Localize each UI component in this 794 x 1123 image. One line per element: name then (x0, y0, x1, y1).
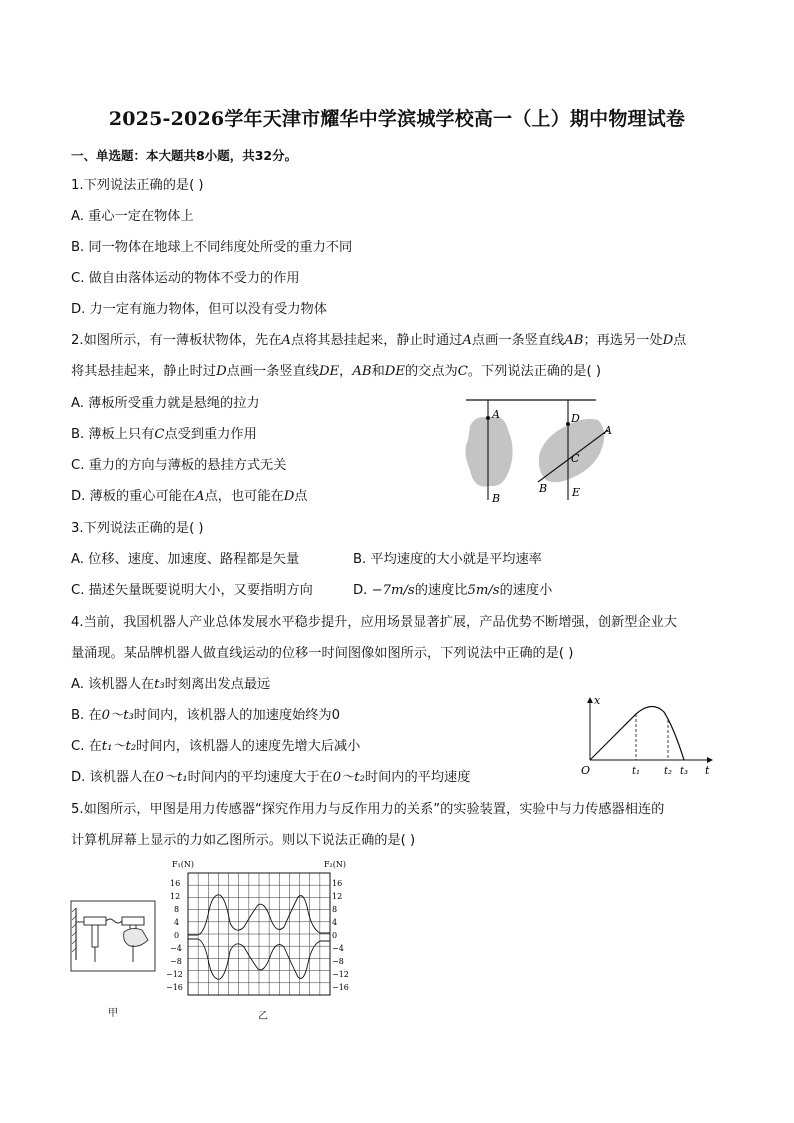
plate-shape-2 (539, 419, 604, 482)
svg-text:16: 16 (332, 879, 343, 888)
q2-option-b: B. 薄板上只有C点受到重力作用 (71, 427, 257, 442)
q4-displacement-time-graph (578, 692, 718, 780)
q2-stem-line1: 2.如图所示，有一薄板状物体，先在A点将其悬挂起来，静止时通过A点画一条竖直线AB；再选另一处D点 (71, 333, 687, 348)
q3-stem: 3.下列说法正确的是( ) (71, 521, 204, 536)
label-origin: O (581, 764, 591, 777)
q2-stem-line2: 将其悬挂起来，静止时过D点画一条竖直线DE，AB和DE的交点为C。下列说法正确的是( ) (71, 364, 601, 379)
q1-option-a: A. 重心一定在物体上 (71, 209, 194, 224)
svg-text:−8: −8 (332, 957, 344, 966)
label-jia: 甲 (108, 1008, 118, 1019)
q3-option-b: B. 平均速度的大小就是平均速率 (353, 552, 542, 567)
q3-option-c: C. 描述矢量既要说明大小，又要指明方向 (71, 583, 313, 598)
section-heading: 一、单选题：本大题共8小题，共32分。 (71, 148, 298, 163)
q1-option-c: C. 做自由落体运动的物体不受力的作用 (71, 271, 300, 286)
q5-stem-line2: 计算机屏幕上显示的力如乙图所示。则以下说法正确的是( ) (71, 833, 416, 848)
label-c: C (571, 452, 580, 465)
q2-option-a: A. 薄板所受重力就是悬绳的拉力 (71, 396, 260, 411)
label-t3: t₃ (680, 766, 689, 777)
q4-stem-line1: 4.当前，我国机器人产业总体发展水平稳步提升，应用场景显著扩展，产品优势不断增强，创新型企业大 (71, 615, 678, 630)
svg-text:−12: −12 (166, 970, 183, 979)
label-t1: t₁ (632, 766, 641, 777)
q2-option-c: C. 重力的方向与薄板的悬挂方式无关 (71, 458, 287, 473)
q4-stem-line2: 量涌现。某品牌机器人做直线运动的位移一时间图像如图所示，下列说法中正确的是( ) (71, 646, 574, 661)
svg-text:0: 0 (174, 931, 180, 940)
q5-force-graph (160, 855, 360, 1003)
q4-option-a: A. 该机器人在t₃时刻离出发点最远 (71, 677, 271, 692)
label-t2: t₂ (664, 766, 673, 777)
q1-stem: 1.下列说法正确的是( ) (71, 178, 204, 193)
label-b2: B (539, 482, 548, 495)
label-t: t (705, 764, 710, 777)
label-f2: F₂(N) (324, 860, 346, 869)
plate-shape-1 (465, 417, 512, 487)
svg-text:12: 12 (170, 892, 181, 901)
q1-option-b: B. 同一物体在地球上不同纬度处所受的重力不同 (71, 240, 353, 255)
page-title: 2025-2026学年天津市耀华中学滨城学校高一（上）期中物理试卷 (108, 108, 686, 130)
label-f1: F₁(N) (172, 860, 194, 869)
q3-option-a: A. 位移、速度、加速度、路程都是矢量 (71, 552, 300, 567)
label-b: B (492, 492, 501, 505)
q5-stem-line1: 5.如图所示，甲图是用力传感器“探究作用力与反作用力的关系”的实验装置，实验中与力传感器相连的 (71, 802, 665, 817)
svg-text:12: 12 (332, 892, 343, 901)
svg-text:8: 8 (332, 905, 338, 914)
label-e: E (572, 486, 581, 499)
label-a2: A (604, 424, 612, 437)
q3-option-d: D. −7m/s的速度比5m/s的速度小 (353, 583, 553, 598)
q5-apparatus-figure (70, 900, 156, 972)
curve (590, 706, 684, 760)
svg-text:4: 4 (332, 918, 338, 927)
svg-text:−16: −16 (166, 983, 183, 992)
svg-text:−16: −16 (332, 983, 349, 992)
label-d: D (571, 412, 580, 425)
q1-option-d: D. 力一定有施力物体，但可以没有受力物体 (71, 302, 327, 317)
q4-option-d: D. 该机器人在0～t₁时间内的平均速度大于在0～t₂时间内的平均速度 (71, 770, 471, 785)
svg-text:4: 4 (174, 918, 180, 927)
q2-suspension-figure (456, 396, 626, 506)
q2-option-d: D. 薄板的重心可能在A点，也可能在D点 (71, 489, 308, 504)
svg-text:−4: −4 (332, 944, 344, 953)
svg-text:−12: −12 (332, 970, 349, 979)
svg-text:8: 8 (174, 905, 180, 914)
point-d (566, 422, 570, 426)
label-a: A (492, 408, 500, 421)
svg-text:−8: −8 (170, 957, 182, 966)
svg-text:16: 16 (170, 879, 181, 888)
svg-text:−4: −4 (170, 944, 182, 953)
label-x: x (594, 694, 601, 707)
point-a (486, 416, 490, 420)
label-yi: 乙 (258, 1011, 268, 1022)
q4-option-b: B. 在0～t₃时间内，该机器人的加速度始终为0 (71, 708, 340, 723)
svg-text:0: 0 (332, 931, 338, 940)
q4-option-c: C. 在t₁～t₂时间内，该机器人的速度先增大后减小 (71, 739, 361, 754)
